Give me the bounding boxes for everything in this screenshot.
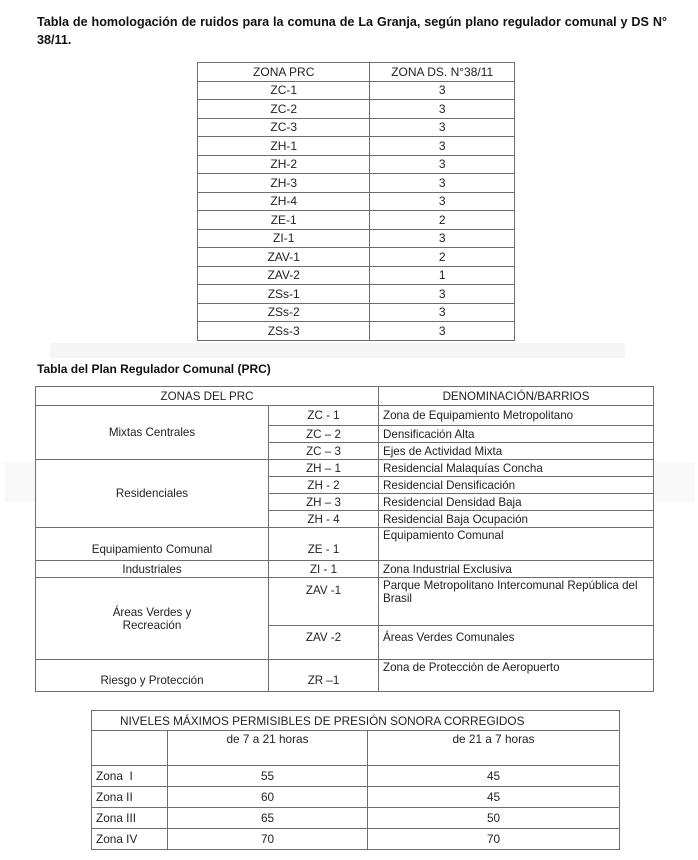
zone-name: Parque Metropolitano Intercomunal República del Brasil xyxy=(379,578,654,626)
zone-cell: ZSs-2 xyxy=(198,303,370,322)
group-name: Equipamiento Comunal xyxy=(36,528,269,561)
table-row xyxy=(36,406,654,426)
noise-levels-table xyxy=(91,710,620,850)
zone-code: ZH - 4 xyxy=(269,511,379,528)
noise-table-title: NIVELES MÁXIMOS PERMISIBLES DE PRESIÓN SONORA CORREGIDOS xyxy=(92,711,620,731)
value-cell: 3 xyxy=(370,118,515,137)
table-header-row xyxy=(36,387,654,406)
value-cell: 3 xyxy=(370,100,515,119)
zone-label: Zona I xyxy=(92,766,168,787)
zone-code: ZE - 1 xyxy=(269,528,379,561)
value-cell: 3 xyxy=(370,137,515,156)
table-row xyxy=(198,322,515,341)
homologation-table xyxy=(197,62,515,341)
header-zona-ds: ZONA DS. N°38/11 xyxy=(370,63,515,82)
group-name: Riesgo y Protección xyxy=(36,660,269,692)
table-row xyxy=(198,229,515,248)
zone-name: Residencial Malaquías Concha xyxy=(379,460,654,477)
group-name: Residenciales xyxy=(36,460,269,528)
day-value: 70 xyxy=(168,829,368,850)
header-night: de 21 a 7 horas xyxy=(368,731,620,766)
table-row xyxy=(198,155,515,174)
watermark-band xyxy=(5,462,35,502)
table-row xyxy=(198,285,515,304)
table-row xyxy=(36,460,654,477)
zone-name: Residencial Baja Ocupación xyxy=(379,511,654,528)
zone-cell: ZC-1 xyxy=(198,81,370,100)
table-row xyxy=(198,211,515,230)
table-row xyxy=(92,829,620,850)
value-cell: 3 xyxy=(370,229,515,248)
night-value: 45 xyxy=(368,766,620,787)
value-cell: 1 xyxy=(370,266,515,285)
table-row xyxy=(36,660,654,692)
zone-cell: ZH-3 xyxy=(198,174,370,193)
value-cell: 3 xyxy=(370,174,515,193)
watermark-band xyxy=(655,462,695,502)
table-row xyxy=(36,578,654,626)
document-title: Tabla de homologación de ruidos para la comuna de La Granja, según plano regulador comunal y DS N° 38/11. xyxy=(37,15,667,47)
zone-code: ZH – 3 xyxy=(269,494,379,511)
value-cell: 2 xyxy=(370,211,515,230)
zone-code: ZAV -1 xyxy=(269,578,379,626)
table-row xyxy=(198,100,515,119)
value-cell: 3 xyxy=(370,322,515,341)
table-header-row xyxy=(92,731,620,766)
zone-cell: ZH-4 xyxy=(198,192,370,211)
zone-name: Residencial Densidad Baja xyxy=(379,494,654,511)
zone-cell: ZC-3 xyxy=(198,118,370,137)
table-row xyxy=(36,561,654,578)
zone-code: ZAV -2 xyxy=(269,626,379,660)
zone-cell: ZI-1 xyxy=(198,229,370,248)
value-cell: 3 xyxy=(370,192,515,211)
night-value: 70 xyxy=(368,829,620,850)
value-cell: 3 xyxy=(370,285,515,304)
group-name: Mixtas Centrales xyxy=(36,406,269,460)
zone-label: Zona II xyxy=(92,787,168,808)
zone-code: ZH – 1 xyxy=(269,460,379,477)
value-cell: 2 xyxy=(370,248,515,267)
night-value: 50 xyxy=(368,808,620,829)
zone-name: Residencial Densificación xyxy=(379,477,654,494)
header-empty xyxy=(92,731,168,766)
zone-name: Ejes de Actividad Mixta xyxy=(379,443,654,460)
table-row xyxy=(198,303,515,322)
day-value: 55 xyxy=(168,766,368,787)
value-cell: 3 xyxy=(370,81,515,100)
value-cell: 3 xyxy=(370,303,515,322)
table-row xyxy=(92,787,620,808)
zone-code: ZC – 3 xyxy=(269,443,379,460)
zone-code: ZH - 2 xyxy=(269,477,379,494)
value-cell: 3 xyxy=(370,155,515,174)
zone-label: Zona III xyxy=(92,808,168,829)
table-row xyxy=(198,192,515,211)
zone-name: Zona Industrial Exclusiva xyxy=(379,561,654,578)
zone-cell: ZSs-1 xyxy=(198,285,370,304)
zone-code: ZI - 1 xyxy=(269,561,379,578)
table-row xyxy=(198,248,515,267)
table-row xyxy=(198,81,515,100)
watermark-band xyxy=(50,343,625,358)
zone-cell: ZAV-2 xyxy=(198,266,370,285)
group-name: Áreas Verdes y Recreación xyxy=(36,578,269,660)
zone-cell: ZAV-1 xyxy=(198,248,370,267)
zone-name: Zona de Protección de Aeropuerto xyxy=(379,660,654,692)
zone-cell: ZC-2 xyxy=(198,100,370,119)
zone-label: Zona IV xyxy=(92,829,168,850)
header-zonas-prc: ZONAS DEL PRC xyxy=(36,387,379,406)
table-row xyxy=(36,528,654,561)
zone-cell: ZE-1 xyxy=(198,211,370,230)
zone-cell: ZH-1 xyxy=(198,137,370,156)
zone-code: ZC – 2 xyxy=(269,426,379,443)
zone-name: Zona de Equipamiento Metropolitano xyxy=(379,406,654,426)
header-day: de 7 a 21 horas xyxy=(168,731,368,766)
header-denominacion: DENOMINACIÓN/BARRIOS xyxy=(379,387,654,406)
zone-name: Equipamiento Comunal xyxy=(379,528,654,561)
prc-table-title: Tabla del Plan Regulador Comunal (PRC) xyxy=(37,362,271,376)
table-title-row xyxy=(92,711,620,731)
night-value: 45 xyxy=(368,787,620,808)
zone-code: ZC - 1 xyxy=(269,406,379,426)
table-header-row xyxy=(198,63,515,82)
zone-name: Áreas Verdes Comunales xyxy=(379,626,654,660)
table-row xyxy=(198,137,515,156)
zone-cell: ZSs-3 xyxy=(198,322,370,341)
zone-cell: ZH-2 xyxy=(198,155,370,174)
group-name: Industriales xyxy=(36,561,269,578)
header-zona-prc: ZONA PRC xyxy=(198,63,370,82)
prc-table xyxy=(35,386,654,692)
table-row xyxy=(198,118,515,137)
zone-name: Densificación Alta xyxy=(379,426,654,443)
table-row xyxy=(92,808,620,829)
zone-code: ZR –1 xyxy=(269,660,379,692)
table-row xyxy=(198,266,515,285)
table-row xyxy=(92,766,620,787)
day-value: 60 xyxy=(168,787,368,808)
table-row xyxy=(198,174,515,193)
day-value: 65 xyxy=(168,808,368,829)
